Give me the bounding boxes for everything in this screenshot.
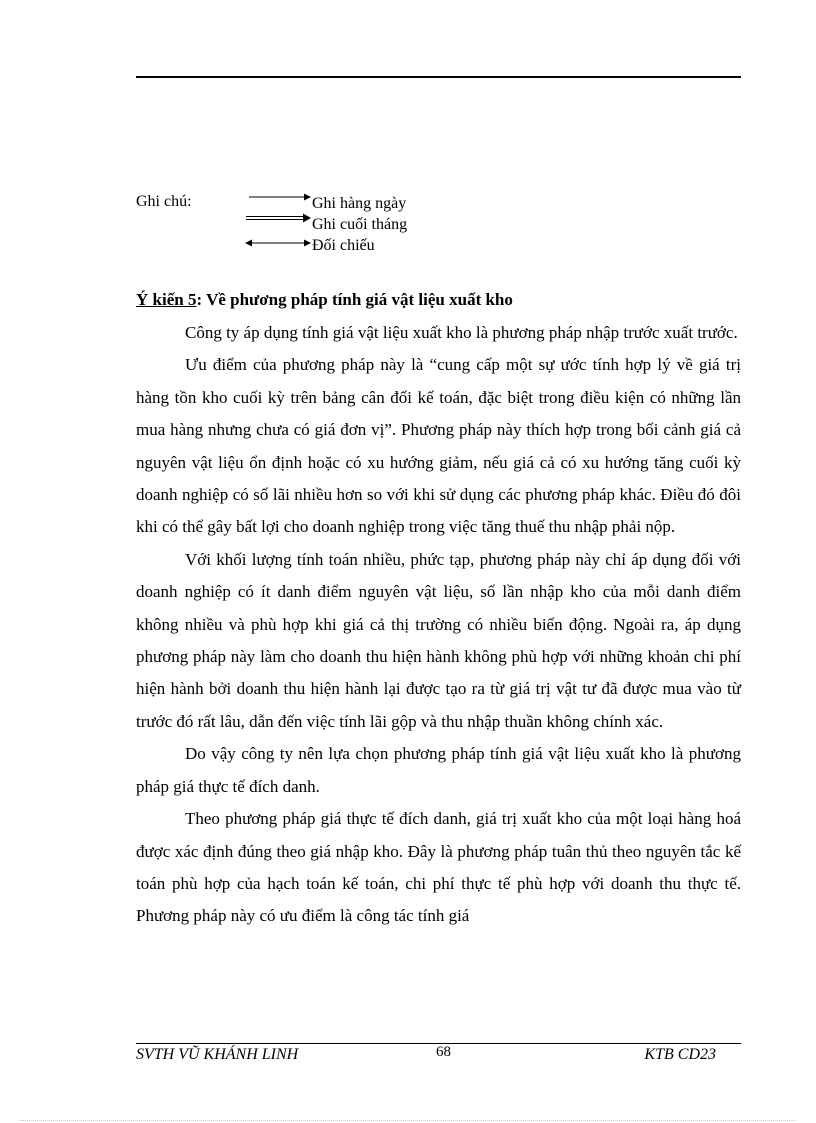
legend-item-reconcile: Đối chiếu — [312, 237, 375, 254]
paragraph: Do vậy công ty nên lựa chọn phương pháp tính giá vật liệu xuất kho là phương pháp giá thực tế đích danh. — [136, 744, 741, 796]
double-right-arrow-icon — [246, 214, 311, 223]
legend-item-daily: Ghi hàng ngày — [312, 195, 407, 212]
single-right-arrow-icon — [249, 194, 311, 201]
page-number: 68 — [436, 1044, 451, 1060]
legend-item-month-end: Ghi cuối tháng — [312, 216, 408, 233]
page-bottom-border — [20, 1120, 796, 1121]
paragraph: Ưu điểm của phương pháp này là “cung cấp một sự ước tính hợp lý về giá trị hàng tồn kho cuối kỳ trên bảng cân đối kế toán, đặc biệt trong điều kiện có những lần mua hàng nhưng chưa có giá đơn vị”. Phương pháp này thích hợp trong bối cảnh giá cả nguyên vật liệu ổn định hoặc có xu hướng giảm, nếu giá cả có xu hướng tăng cuối kỳ doanh nghiệp có số lãi nhiều hơn so với khi sử dụng các phương pháp khác. Điều đó đôi khi có thể gây bất lợi cho doanh nghiệp trong việc tăng thuế thu nhập phải nộp. — [136, 355, 741, 537]
section-heading — [136, 290, 513, 310]
legend-label: Ghi chú: — [136, 193, 192, 210]
paragraph: Theo phương pháp giá thực tế đích danh, giá trị xuất kho của một loại hàng hoá được xác định đúng theo giá nhập kho. Đây là phương pháp tuân thủ theo nguyên tắc kế toán phù hợp của hạch toán kế toán, chi phí thực tế phù hợp với doanh thu thực tế. Phương pháp này có ưu điểm là công tác tính giá — [136, 809, 741, 926]
paragraph: Công ty áp dụng tính giá vật liệu xuất kho là phương pháp nhập trước xuất trước. — [185, 323, 738, 342]
header-rule — [136, 76, 741, 78]
footer-class-code: KTB CD23 — [644, 1046, 716, 1063]
heading-label: Ý kiến 5 — [136, 290, 197, 309]
footer — [136, 1046, 741, 1070]
heading-title: : Về phương pháp tính giá vật liệu xuất kho — [196, 290, 513, 309]
both-way-arrow-icon — [245, 240, 311, 247]
body-text — [136, 317, 741, 933]
paragraph: Với khối lượng tính toán nhiều, phức tạp, phương pháp này chỉ áp dụng đối với doanh nghiệp có ít danh điểm nguyên vật liệu, số lần nhập kho của mỗi danh điểm không nhiều và phù hợp khi giá cả thị trường có nhiều biến động. Ngoài ra, áp dụng phương pháp này làm cho doanh thu hiện hành không phù hợp với những khoản chi phí hiện hành bởi doanh thu hiện hành lại được tạo ra từ giá trị vật tư đã được mua vào từ trước đó rất lâu, dẫn đến việc tính lãi gộp và thu nhập thuần không chính xác. — [136, 549, 741, 731]
legend-arrows — [244, 192, 314, 254]
legend — [136, 192, 741, 262]
footer-author: SVTH VŨ KHÁNH LINH — [136, 1046, 299, 1063]
